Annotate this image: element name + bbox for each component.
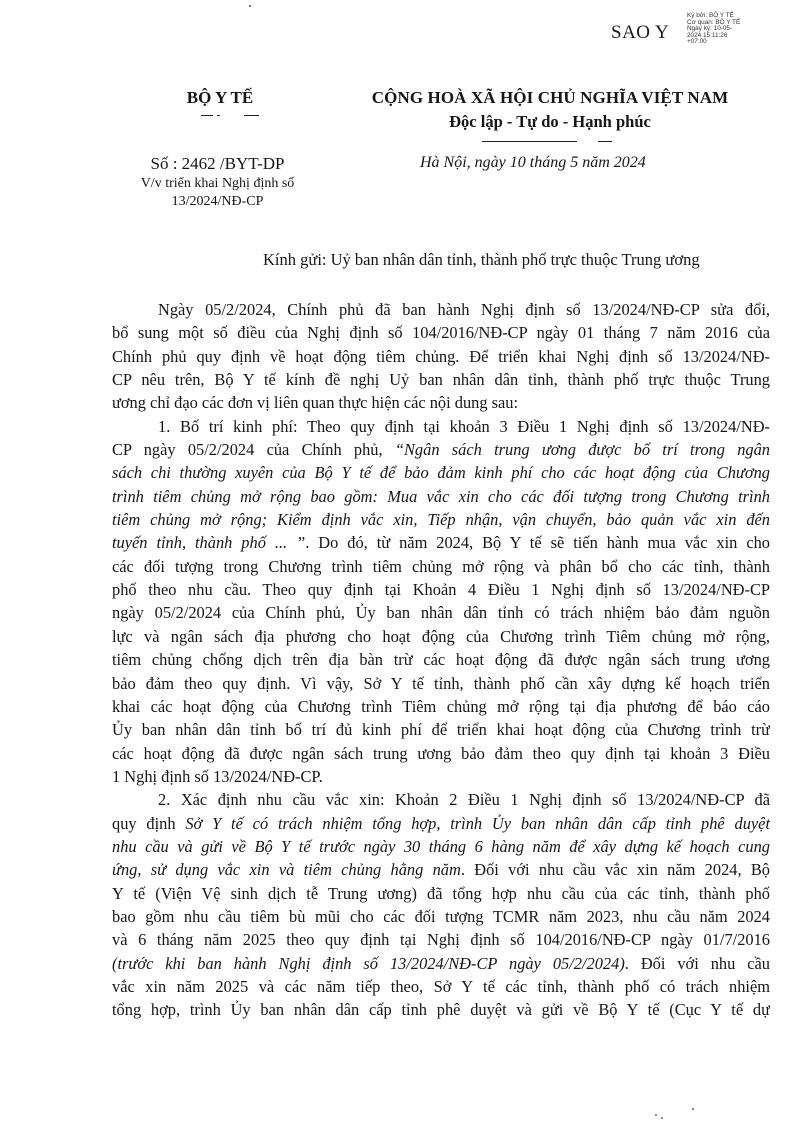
italic-quote-text: (trước khi ban hành Nghị định số 13/2024/NĐ-CP ngày 05/2/2024)	[112, 953, 625, 973]
body-line	[112, 438, 770, 461]
body-line	[112, 345, 770, 368]
body-line	[112, 648, 770, 671]
body-text: tổng hợp, trình Ủy ban nhân dân cấp tỉnh phê duyệt và gửi về Bộ Y tế (Cục Y tế dự	[112, 1000, 770, 1020]
body-text: các đối tượng trong Chương trình tiêm chủng mở rộng và phân bổ cho các tỉnh, thành	[112, 556, 770, 576]
italic-quote-text: tuyến tỉnh, thành phố ... ”	[112, 533, 306, 553]
recipient-line: Kính gửi: Uỷ ban nhân dân tỉnh, thành phố trực thuộc Trung ương	[263, 250, 700, 269]
body-line	[112, 928, 770, 951]
body-text: . Do đó, từ năm 2024, Bộ Y tế sẽ tiến hành mua vắc xin cho	[305, 533, 770, 553]
body-line	[112, 742, 770, 765]
organization-underline	[217, 115, 220, 116]
national-title: CỘNG HOÀ XÃ HỘI CHỦ NGHĨA VIỆT NAM	[371, 88, 729, 107]
body-text: CP nêu trên, Bộ Y tế kính đề nghị Uỷ ban nhân dân tỉnh, thành phố trực thuộc Trung	[112, 370, 770, 390]
body-line	[112, 952, 770, 975]
signature-line: Ký bởi: BỘ Y TẾ	[687, 12, 734, 19]
signature-line: Cơ quan: BỘ Y TẾ	[687, 18, 741, 26]
body-text: các hoạt động đã được ngân sách trung ương bảo đảm theo quy định tại khoản 3 Điều	[112, 743, 770, 763]
national-motto: Độc lập - Tự do - Hạnh phúc	[449, 112, 651, 131]
body-line	[112, 788, 770, 811]
italic-quote-text: tiêm chủng mở rộng; Kiểm định vắc xin, Tiếp nhận, vận chuyển, bảo quản vắc xin đến	[112, 510, 770, 530]
body-text: Ủy ban nhân dân tỉnh bố trí đủ kinh phí để triển khai hoạt động của Chương trình trừ	[112, 720, 770, 740]
organization-underline	[201, 115, 213, 116]
body-text: phố theo nhu cầu. Theo quy định tại Khoản 4 Điều 1 Nghị định số 13/2024/NĐ-CP	[112, 580, 770, 600]
italic-quote-text: sách chi thường xuyên của Bộ Y tế để bảo đảm kinh phí cho các hoạt động của Chương	[112, 463, 770, 483]
body-line	[112, 298, 770, 321]
scan-speck	[655, 1114, 657, 1116]
body-line	[112, 321, 770, 344]
body-line	[112, 998, 770, 1021]
document-body	[112, 298, 770, 1022]
italic-quote-text: “Ngân sách trung ương được bố trí trong ngân	[394, 440, 770, 460]
body-line	[112, 415, 770, 438]
body-line	[112, 555, 770, 578]
italic-quote-text: nhu cầu và gửi về Bộ Y tế trước ngày 30 tháng 6 hàng năm để xây dựng kế hoạch cung	[112, 836, 770, 856]
body-text: 1. Bố trí kinh phí: Theo quy định tại khoản 3 Điều 1 Nghị định số 13/2024/NĐ-	[158, 416, 770, 436]
body-text: vắc xin năm 2025 và các năm tiếp theo, Sở Y tế các tỉnh, thành phố có trách nhiệm	[112, 976, 770, 996]
scan-speck	[661, 1117, 663, 1119]
body-line	[112, 601, 770, 624]
body-text: ngày 05/2/2024 của Chính phủ, Ủy ban nhân dân tỉnh có trách nhiệm bảo đảm nguồn	[112, 603, 770, 623]
digital-signature-stamp	[687, 13, 740, 46]
body-line	[112, 531, 770, 554]
body-line	[112, 485, 770, 508]
scan-speck	[692, 1108, 694, 1110]
italic-quote-text: Sở Y tế có trách nhiệm tổng hợp, trình Ủy ban nhân dân cấp tỉnh phê duyệt	[185, 813, 770, 833]
italic-quote-text: trình tiêm chủng mở rộng bao gồm: Mua vắc xin cho các đối tượng trong Chương trình	[112, 486, 770, 506]
place-and-date: Hà Nội, ngày 10 tháng 5 năm 2024	[420, 154, 646, 171]
signature-line: 2024 15:11:26	[687, 31, 728, 39]
body-line	[112, 882, 770, 905]
organization-underline	[244, 115, 259, 116]
document-subject: V/v triển khai Nghị định số	[140, 176, 295, 191]
body-text: Y tế (Viện Vệ sinh dịch tễ Trung ương) đã tổng hợp nhu cầu của các tỉnh, thành phố	[112, 883, 770, 903]
body-text: quy định	[112, 813, 186, 833]
body-text: ương chỉ đạo các đơn vị liên quan thực hiện các nội dung sau:	[112, 393, 519, 413]
body-line	[112, 975, 770, 998]
document-number: Số : 2462 /BYT-DP	[150, 154, 285, 173]
body-line	[112, 718, 770, 741]
body-line	[112, 578, 770, 601]
body-text: và 6 tháng năm 2025 theo quy định tại Nghị định số 104/2016/NĐ-CP ngày 01/7/2016	[112, 930, 770, 950]
copy-stamp-label: SAO Y	[611, 22, 670, 43]
body-line	[112, 835, 770, 858]
body-text: Chính phủ quy định về hoạt động tiêm chủng. Để triển khai Nghị định số 13/2024/NĐ-	[112, 346, 770, 366]
scan-speck	[249, 5, 251, 7]
motto-underline	[598, 141, 612, 142]
body-text: bao gồm nhu cầu tiêm bù mũi cho các đối tượng TCMR năm 2023, nhu cầu năm 2024	[112, 906, 770, 926]
body-line	[112, 672, 770, 695]
italic-quote-text: ứng, sử dụng vắc xin và tiêm chủng hằng năm	[112, 860, 461, 880]
body-line	[112, 905, 770, 928]
body-line	[112, 368, 770, 391]
body-text: khai các hoạt động của Chương trình Tiêm chủng mở rộng tại địa phương để báo cáo	[112, 696, 770, 716]
body-line	[112, 508, 770, 531]
body-line	[112, 461, 770, 484]
body-line	[112, 765, 770, 788]
body-text: lực và ngân sách địa phương cho hoạt động của Chương trình Tiêm chủng mở rộng,	[112, 626, 770, 646]
signature-line: +07:00	[687, 38, 707, 46]
body-text: 2. Xác định nhu cầu vắc xin: Khoản 2 Điều 1 Nghị định số 13/2024/NĐ-CP đã	[158, 790, 770, 810]
body-text: 1 Nghị định số 13/2024/NĐ-CP.	[112, 766, 323, 786]
body-text: CP ngày 05/2/2024 của Chính phủ,	[112, 440, 395, 460]
body-text: . Đối với nhu cầu vắc xin năm 2024, Bộ	[460, 860, 770, 880]
body-text: . Đối với nhu cầu	[624, 953, 770, 973]
body-line	[112, 625, 770, 648]
document-subject: 13/2024/NĐ-CP	[171, 194, 264, 209]
body-line	[112, 695, 770, 718]
motto-underline	[482, 141, 577, 142]
body-text: tiêm chủng chống dịch trên địa bàn trừ các hoạt động đã được ngân sách trung ương	[112, 650, 770, 670]
body-text: Ngày 05/2/2024, Chính phủ đã ban hành Nghị định số 13/2024/NĐ-CP sửa đổi,	[158, 300, 770, 319]
issuing-organization: BỘ Y TẾ	[186, 88, 254, 107]
body-line	[112, 391, 770, 414]
body-line	[112, 812, 770, 835]
body-text: bảo đảm theo quy định. Vì vậy, Sở Y tế tỉnh, thành phố cần xây dựng kế hoạch triển	[112, 673, 770, 693]
body-text: bổ sung một số điều của Nghị định số 104/2016/NĐ-CP ngày 01 tháng 7 năm 2016 của	[112, 323, 770, 343]
signature-line: Ngày ký: 10-05-	[687, 25, 733, 33]
body-line	[112, 858, 770, 881]
